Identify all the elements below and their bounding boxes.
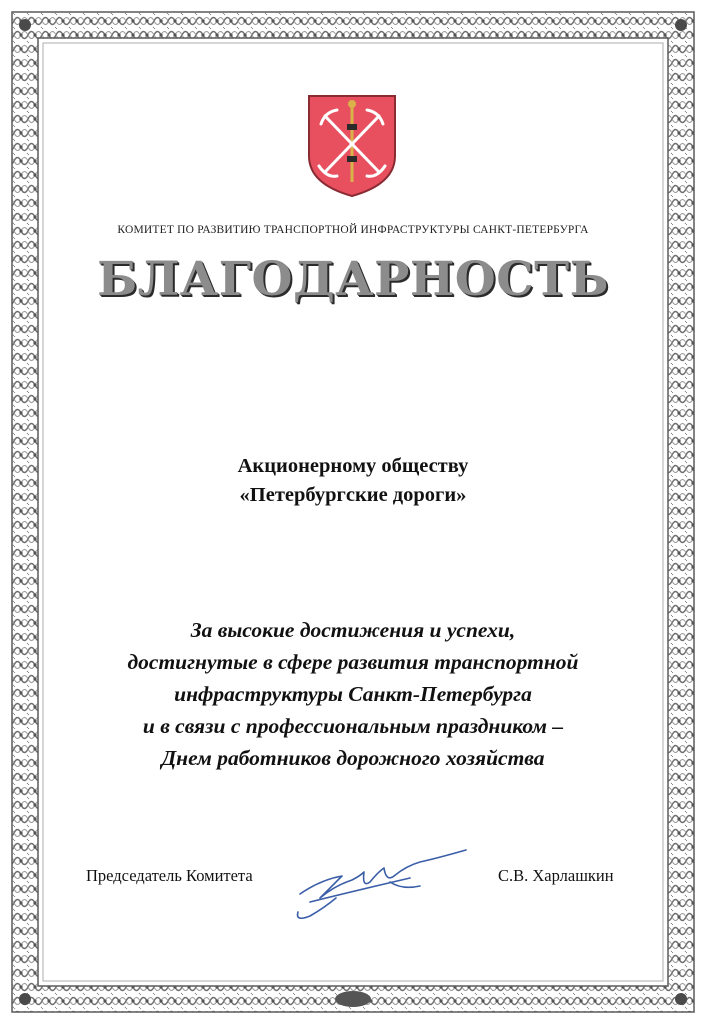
gratitude-line-1: За высокие достижения и успехи, [190, 618, 516, 642]
organization-name: КОМИТЕТ ПО РАЗВИТИЮ ТРАНСПОРТНОЙ ИНФРАСТРУКТУРЫ САНКТ-ПЕТЕРБУРГА [117, 224, 589, 236]
gratitude-line-3: инфраструктуры Санкт-Петербурга [174, 682, 532, 706]
recipient-line-1: Акционерному обществу [237, 455, 469, 477]
signature-icon [290, 842, 475, 927]
recipient-line-2: «Петербургские дороги» [239, 484, 467, 506]
coat-of-arms-icon [307, 94, 397, 198]
signatory-role: Председатель Комитета [86, 866, 253, 885]
gratitude-line-5: Днем работников дорожного хозяйства [161, 746, 545, 770]
recipient-block [0, 452, 706, 510]
document-title: БЛАГОДАРНОСТЬ [97, 252, 609, 307]
gratitude-line-2: достигнутые в сфере развития транспортной [127, 650, 579, 674]
signatory-name: С.В. Харлашкин [498, 866, 614, 885]
gratitude-text [0, 614, 706, 774]
gratitude-line-4: и в связи с профессиональным праздником – [142, 714, 564, 738]
